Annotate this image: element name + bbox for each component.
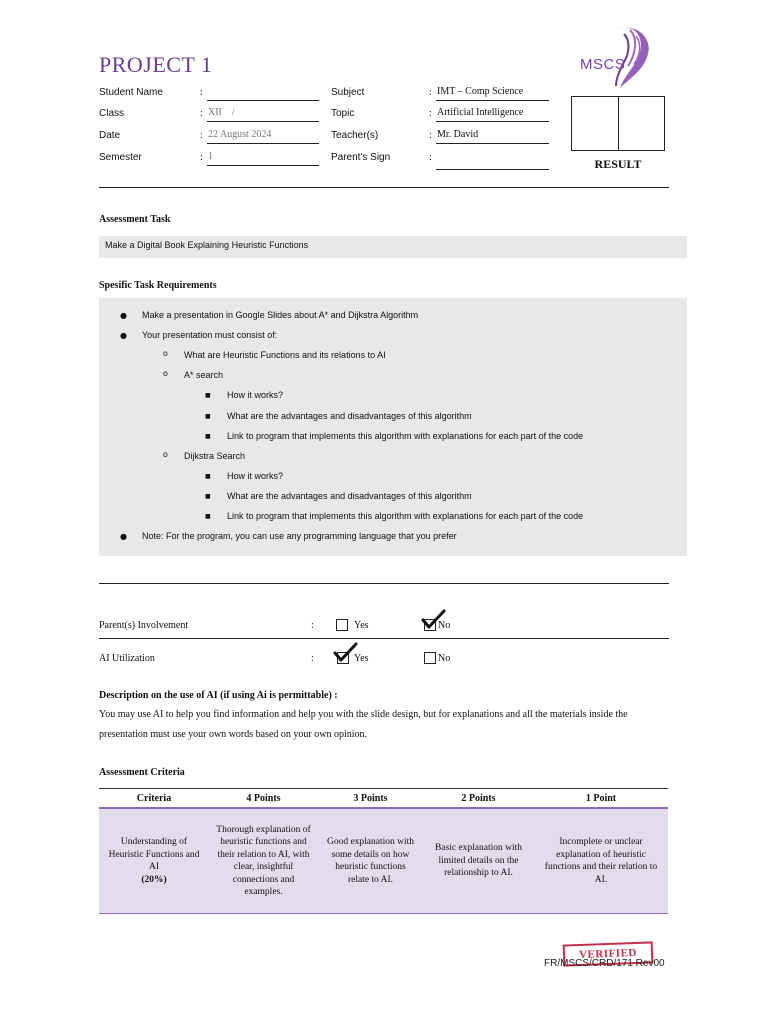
points-3-cell: Good explanation with some details on how heuristic functions relate to AI. bbox=[318, 808, 423, 914]
subject-field[interactable]: IMT – Comp Science bbox=[436, 86, 549, 101]
section-divider bbox=[99, 583, 669, 584]
parent-no-label: No bbox=[438, 620, 451, 631]
ai-description-text: You may use AI to help you find information and help you with the slide design, but for explanations and all the materials inside the presentation must use your own words based on your own opinion. bbox=[99, 709, 628, 740]
colon: : bbox=[311, 620, 314, 631]
bullet-level-3-icon: ■ bbox=[205, 472, 211, 480]
bullet-level-3-icon: ■ bbox=[205, 513, 211, 520]
requirement-item: Your presentation must consist of: bbox=[142, 330, 278, 341]
date-field[interactable]: 22 August 2024 bbox=[207, 129, 319, 144]
requirement-item: Dijkstra Search bbox=[184, 450, 246, 461]
verified-stamp: VERIFIED bbox=[563, 941, 654, 966]
colon: : bbox=[200, 87, 203, 98]
points-2-column-header: 2 Points bbox=[423, 789, 534, 809]
parent-yes-label: Yes bbox=[354, 620, 369, 631]
ai-no-label: No bbox=[438, 653, 451, 664]
ai-description-heading: Description on the use of AI (if using Ai is permittable) : bbox=[99, 690, 338, 701]
bullet-level-2-icon: o bbox=[163, 349, 168, 359]
criteria-name: Understanding of Heuristic Functions and AI bbox=[108, 837, 200, 872]
requirement-item: What are the advantages and disadvantages of this algorithm bbox=[227, 490, 472, 501]
topic-field[interactable]: Artificial Intelligence bbox=[436, 107, 549, 122]
bullet-level-3-icon: ■ bbox=[205, 492, 211, 500]
semester-field[interactable]: 1 bbox=[207, 151, 319, 166]
bullet-level-3-icon: ■ bbox=[205, 412, 211, 420]
parent-sign-field[interactable] bbox=[436, 155, 549, 170]
result-label: RESULT bbox=[594, 157, 642, 171]
header-divider bbox=[99, 187, 669, 188]
parent-yes-checkbox[interactable] bbox=[336, 619, 348, 631]
requirement-item: What are the advantages and disadvantages of this algorithm bbox=[227, 410, 472, 421]
class-label: Class bbox=[99, 108, 125, 119]
colon: : bbox=[429, 108, 432, 119]
ai-utilization-label: AI Utilization bbox=[99, 653, 155, 664]
points-4-cell: Thorough explanation of heuristic functions and their relation to AI, with clear, insightful connections and examples. bbox=[209, 808, 318, 914]
class-field[interactable]: XII / bbox=[207, 107, 319, 122]
colon: : bbox=[200, 108, 203, 119]
result-divider bbox=[618, 97, 619, 150]
subject-label: Subject bbox=[331, 87, 365, 98]
result-box bbox=[571, 96, 665, 151]
assessment-task-heading: Assessment Task bbox=[99, 214, 171, 225]
points-3-column-header: 3 Points bbox=[318, 789, 423, 809]
requirements-heading: Spesific Task Requirements bbox=[99, 280, 217, 291]
points-4-column-header: 4 Points bbox=[209, 789, 318, 809]
bullet-level-3-icon: ■ bbox=[205, 392, 211, 400]
page-title: PROJECT 1 bbox=[99, 52, 213, 77]
colon: : bbox=[429, 130, 432, 141]
footer-code: FR/MSCS/CRD/171 Rev00 bbox=[544, 958, 665, 969]
points-2-cell: Basic explanation with limited details on the relationship to AI. bbox=[423, 808, 534, 914]
semester-label: Semester bbox=[99, 152, 142, 163]
logo-text: MSCS bbox=[580, 56, 626, 73]
bullet-level-1-icon: ● bbox=[120, 331, 127, 341]
student-name-label: Student Name bbox=[99, 87, 163, 98]
requirement-item: Make a presentation in Google Slides about A* and Dijkstra Algorithm bbox=[142, 310, 419, 320]
colon: : bbox=[200, 130, 203, 141]
requirement-item: Link to program that implements this algorithm with explanations for each part of the code bbox=[227, 511, 584, 521]
criteria-column-header: Criteria bbox=[99, 789, 209, 809]
colon: : bbox=[311, 653, 314, 664]
requirement-item: How it works? bbox=[227, 390, 284, 401]
requirements-box bbox=[99, 298, 687, 556]
bullet-level-2-icon: o bbox=[163, 369, 168, 379]
ai-no-checkbox[interactable] bbox=[424, 652, 436, 664]
ai-yes-label: Yes bbox=[354, 653, 369, 664]
criteria-table bbox=[99, 788, 668, 914]
parent-sign-label: Parent's Sign bbox=[331, 152, 391, 163]
date-label: Date bbox=[99, 130, 121, 141]
colon: : bbox=[429, 87, 432, 98]
requirement-item: What are Heuristic Functions and its relations to AI bbox=[184, 350, 386, 361]
points-1-cell: Incomplete or unclear explanation of heuristic functions and their relation to AI. bbox=[534, 808, 668, 914]
bullet-level-3-icon: ■ bbox=[205, 432, 211, 440]
criteria-heading: Assessment Criteria bbox=[99, 767, 185, 778]
criteria-header-row bbox=[99, 789, 668, 809]
topic-label: Topic bbox=[331, 108, 355, 119]
requirement-item: Note: For the program, you can use any programming language that you prefer bbox=[142, 531, 457, 542]
points-1-column-header: 1 Point bbox=[534, 789, 668, 809]
teacher-field[interactable]: Mr. David bbox=[436, 129, 549, 144]
parent-involvement-label: Parent(s) Involvement bbox=[99, 620, 189, 631]
teacher-label: Teacher(s) bbox=[331, 130, 379, 141]
criteria-cell bbox=[99, 808, 209, 914]
requirement-item: How it works? bbox=[227, 470, 284, 481]
requirement-item: A* search bbox=[184, 370, 224, 381]
table-row bbox=[99, 808, 668, 914]
bullet-level-1-icon: ● bbox=[120, 311, 127, 320]
school-logo bbox=[574, 22, 666, 96]
colon: : bbox=[429, 152, 432, 163]
bullet-level-1-icon: ● bbox=[120, 532, 127, 542]
bullet-level-2-icon: o bbox=[163, 449, 168, 459]
row-divider bbox=[99, 638, 669, 639]
colon: : bbox=[200, 152, 203, 163]
student-name-field[interactable] bbox=[207, 86, 319, 101]
criteria-weight: (20%) bbox=[141, 874, 167, 885]
requirement-item: Link to program that implements this algorithm with explanations for each part of the code bbox=[227, 430, 584, 441]
assessment-task-box: Make a Digital Book Explaining Heuristic Functions bbox=[99, 236, 687, 258]
